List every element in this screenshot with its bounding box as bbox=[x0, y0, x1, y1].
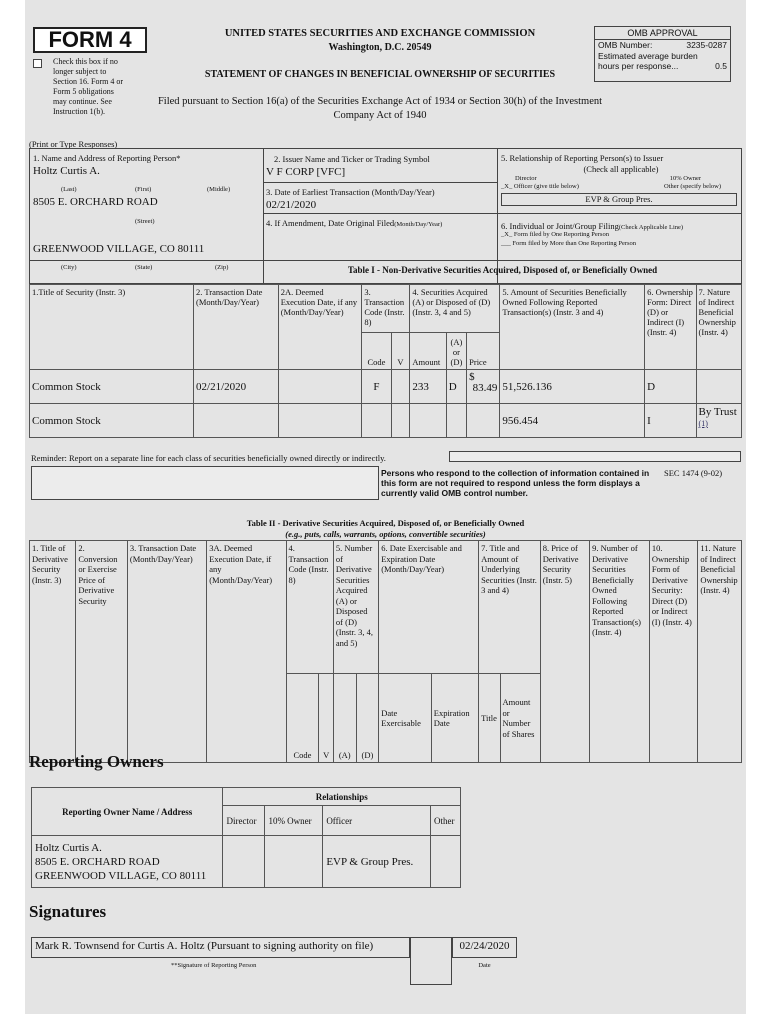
t2-h-underlying: 7. Title and Amount of Underlying Securities (Instr. 3 and 4) bbox=[479, 541, 541, 674]
t2-h-exp: Expiration Date bbox=[431, 674, 478, 763]
t1-h-code-sub: Code bbox=[362, 333, 391, 370]
reporting-person-label: 1. Name and Address of Reporting Person bbox=[33, 153, 177, 163]
relationship-director: Director bbox=[515, 175, 537, 182]
t2-h-date: 3. Transaction Date (Month/Day/Year) bbox=[127, 541, 206, 763]
t1-aord bbox=[446, 404, 466, 438]
table-row bbox=[30, 370, 742, 404]
t1-form: D bbox=[645, 370, 696, 404]
signatures-heading: Signatures bbox=[29, 902, 107, 921]
omb-number: 3235-0287 bbox=[686, 40, 727, 50]
signature-spacer-box bbox=[410, 937, 452, 985]
t2-h-v: V bbox=[319, 674, 333, 763]
t1-amount: 233 bbox=[410, 370, 446, 404]
omb-number-label: OMB Number: bbox=[598, 40, 653, 50]
commission-location: Washington, D.C. 20549 bbox=[328, 42, 432, 53]
officer-mark: _X_ bbox=[501, 183, 513, 190]
signature-date-box bbox=[452, 937, 517, 958]
t1-h-amount: Amount bbox=[410, 333, 446, 370]
t1-nature bbox=[696, 370, 741, 404]
officer-title-box bbox=[501, 193, 737, 206]
t2-h-security: 1. Title of Derivative Security (Instr. 3) bbox=[30, 541, 76, 763]
zip-label: (Zip) bbox=[215, 264, 229, 271]
t1-nature: By Trust bbox=[698, 406, 737, 418]
t2-h-title: Title bbox=[479, 674, 500, 763]
t1-h-price: Price bbox=[467, 333, 500, 370]
reporting-person-name: Holtz Curtis A. bbox=[33, 165, 100, 177]
state-label: (State) bbox=[135, 264, 153, 271]
t1-code bbox=[362, 404, 391, 438]
owner-name-line1: Holtz Curtis A. bbox=[35, 841, 102, 854]
filing-label: 6. Individual or Joint/Group Filing bbox=[501, 221, 619, 231]
t1-amount bbox=[410, 404, 446, 438]
relationship-ten-pct: 10% Owner bbox=[669, 175, 701, 182]
signature-date: 02/24/2020 bbox=[459, 940, 510, 952]
t1-h-form: 6. Ownership Form: Direct (D) or Indirect (I) (Instr. 4) bbox=[645, 285, 696, 370]
t2-h-amount-shares: Amount or Number of Shares bbox=[500, 674, 540, 763]
t1-h-owned: 5. Amount of Securities Beneficially Owned Following Reported Transaction(s) (Instr. 3 and 4) bbox=[500, 285, 645, 370]
middle-label: (Middle) bbox=[207, 186, 231, 193]
amendment-label: 4. If Amendment, Date Original Filed bbox=[266, 218, 395, 228]
t2-h-conversion: 2. Conversion or Exercise Price of Derivative Security bbox=[76, 541, 128, 763]
t1-v bbox=[391, 370, 410, 404]
t1-h-deemed: 2A. Deemed Execution Date, if any (Month/Day/Year) bbox=[278, 285, 362, 370]
omb-hours-label: hours per response... bbox=[598, 61, 679, 71]
t1-code: F bbox=[362, 370, 391, 404]
signer-label: Signature of Reporting Person bbox=[177, 962, 257, 969]
omb-title: OMB APPROVAL bbox=[595, 27, 730, 40]
t1-date: 02/21/2020 bbox=[194, 370, 279, 404]
t1-security: Common Stock bbox=[30, 370, 194, 404]
relationship-officer: Officer (give title below) bbox=[513, 183, 579, 190]
officer-title: EVP & Group Pres. bbox=[585, 194, 653, 204]
signature-date-label: Date bbox=[478, 962, 491, 969]
reminder-text: Reminder: Report on a separate line for each class of securities beneficially owned directly or indirectly. bbox=[31, 453, 386, 463]
signer-name: Mark R. Townsend for Curtis A. Holtz (Pursuant to signing authority on file) bbox=[35, 940, 374, 952]
table-row bbox=[30, 404, 742, 438]
signer-marker: ** bbox=[171, 962, 178, 969]
owner-name-line3: GREENWOOD VILLAGE, CO 80111 bbox=[35, 869, 207, 882]
t1-deemed bbox=[278, 404, 362, 438]
earliest-transaction-label: 3. Date of Earliest Transaction (Month/Day/Year) bbox=[266, 187, 435, 197]
form-page bbox=[25, 0, 746, 1014]
reporting-owners-heading: Reporting Owners bbox=[29, 752, 164, 771]
issuer-label: 2. Issuer Name and Ticker or Trading Symbol bbox=[274, 154, 430, 164]
table1 bbox=[29, 284, 742, 438]
owner-name-line2: 8505 E. ORCHARD ROAD bbox=[35, 855, 160, 868]
omb-burden: Estimated average burden bbox=[598, 50, 698, 61]
city-label: (City) bbox=[61, 264, 77, 271]
form-title-box bbox=[33, 27, 147, 53]
table2 bbox=[29, 540, 742, 763]
t1-security: Common Stock bbox=[30, 404, 194, 438]
reminder-box-left bbox=[31, 466, 379, 500]
t1-aord: D bbox=[446, 370, 466, 404]
t2-h-code-sub: Code bbox=[286, 674, 319, 763]
owner-col-other: Other bbox=[430, 806, 460, 836]
print-type: (Print or Type Responses) bbox=[29, 139, 118, 149]
t1-owned: 51,526.136 bbox=[500, 370, 645, 404]
signature-box bbox=[31, 937, 410, 958]
reporting-person-city: GREENWOOD VILLAGE, CO 80111 bbox=[33, 243, 205, 255]
form-title: FORM 4 bbox=[48, 27, 132, 52]
t1-h-nature: 7. Nature of Indirect Beneficial Ownership (Instr. 4) bbox=[696, 285, 741, 370]
owner-officer-value: EVP & Group Pres. bbox=[323, 836, 431, 888]
issuer-value: V F CORP [VFC] bbox=[266, 166, 346, 178]
no-longer-subject-checkbox[interactable] bbox=[33, 59, 42, 68]
table2-subtitle: (e.g., puts, calls, warrants, options, convertible securities) bbox=[285, 529, 486, 539]
owner-col-name: Reporting Owner Name / Address bbox=[32, 788, 223, 836]
filing-line1: _X_ Form filed by One Reporting Person bbox=[501, 231, 609, 238]
t2-h-nature: 11. Nature of Indirect Beneficial Ownership (Instr. 4) bbox=[698, 541, 742, 763]
t1-h-code: 3. Transaction Code (Instr. 8) bbox=[362, 285, 410, 333]
reporting-owners-table bbox=[31, 787, 461, 888]
t1-h-security: 1.Title of Security (Instr. 3) bbox=[30, 285, 194, 370]
filed-pursuant: Filed pursuant to Section 16(a) of the Securities Exchange Act of 1934 or Section 30(h) of the Investment Company Act of 1940 bbox=[157, 96, 603, 121]
filing-sub: (Check Applicable Line) bbox=[618, 224, 684, 231]
relationship-label: 5. Relationship of Reporting Person(s) to Issuer bbox=[501, 153, 664, 163]
t1-h-date: 2. Transaction Date (Month/Day/Year) bbox=[194, 285, 279, 370]
owner-name-cell bbox=[32, 836, 223, 888]
t2-h-a: (A) bbox=[333, 674, 356, 763]
check-box-text: Check this box if no longer subject to Section 16. Form 4 or Form 5 obligations may continue. See Instruction 1(b). bbox=[53, 57, 123, 116]
t1-h-v: V bbox=[391, 333, 410, 370]
owner-col-relationships: Relationships bbox=[223, 788, 461, 806]
sec-code: SEC 1474 (9-02) bbox=[664, 468, 723, 478]
owner-col-ten-pct: 10% Owner bbox=[265, 806, 323, 836]
t1-v bbox=[391, 404, 410, 438]
owner-col-director: Director bbox=[223, 806, 265, 836]
relationship-sub: (Check all applicable) bbox=[583, 164, 659, 174]
t2-h-number-owned: 9. Number of Derivative Securities Beneficially Owned Following Reported Transaction(s) (Instr. 4) bbox=[590, 541, 650, 763]
omb-approval-box bbox=[594, 26, 731, 82]
reporting-person-asterisk: * bbox=[176, 153, 181, 163]
t2-h-d: (D) bbox=[356, 674, 379, 763]
commission-name: UNITED STATES SECURITIES AND EXCHANGE COMMISSION bbox=[224, 28, 536, 39]
persons-respond: Persons who respond to the collection of information contained in this form are not required to respond unless the form displays a currently valid OMB control number. bbox=[381, 468, 650, 498]
earliest-transaction-value: 02/21/2020 bbox=[266, 199, 317, 211]
t1-price-cell bbox=[467, 370, 500, 404]
t1-owned: 956.454 bbox=[500, 404, 645, 438]
table-row bbox=[32, 836, 461, 888]
owner-col-officer: Officer bbox=[323, 806, 431, 836]
table1-title: Table I - Non-Derivative Securities Acquired, Disposed of, or Beneficially Owned bbox=[347, 265, 658, 275]
filing-line2: ___ Form filed by More than One Reporting Person bbox=[501, 240, 637, 247]
t1-form: I bbox=[645, 404, 696, 438]
t2-h-price: 8. Price of Derivative Security (Instr. 5) bbox=[540, 541, 589, 763]
t1-deemed bbox=[278, 370, 362, 404]
amendment-sub: (Month/Day/Year) bbox=[394, 221, 443, 228]
t1-h-acquired: 4. Securities Acquired (A) or Disposed of (D) (Instr. 3, 4 and 5) bbox=[410, 285, 500, 333]
t1-price bbox=[467, 404, 500, 438]
t2-h-number: 5. Number of Derivative Securities Acquired (A) or Disposed of (D) (Instr. 3, 4, and 5) bbox=[333, 541, 378, 674]
omb-hours: 0.5 bbox=[715, 61, 727, 71]
t1-date bbox=[194, 404, 279, 438]
last-label: (Last) bbox=[61, 186, 77, 193]
relationship-other: Other (specify below) bbox=[663, 183, 721, 190]
street-label: (Street) bbox=[135, 218, 155, 225]
t2-h-exercisable: 6. Date Exercisable and Expiration Date (Month/Day/Year) bbox=[379, 541, 479, 674]
t1-price-symbol: $ bbox=[469, 371, 475, 383]
t1-price: 83.49 bbox=[472, 382, 498, 394]
statement-title: STATEMENT OF CHANGES IN BENEFICIAL OWNERSHIP OF SECURITIES bbox=[204, 69, 556, 80]
t1-h-aord: (A) or (D) bbox=[446, 333, 466, 370]
first-label: (First) bbox=[135, 186, 152, 193]
t2-h-form: 10. Ownership Form of Derivative Security: Direct (D) or Indirect (I) (Instr. 4) bbox=[649, 541, 697, 763]
table2-title: Table II - Derivative Securities Acquired, Disposed of, or Beneficially Owned bbox=[246, 518, 525, 528]
t2-h-code: 4. Transaction Code (Instr. 8) bbox=[286, 541, 333, 674]
reminder-box-right bbox=[449, 451, 741, 462]
t2-h-date-ex: Date Exercisable bbox=[379, 674, 432, 763]
t2-h-deemed: 3A. Deemed Execution Date, if any (Month/Day/Year) bbox=[207, 541, 286, 763]
t1-footnote-link[interactable]: (1) bbox=[698, 419, 708, 428]
reporting-person-street: 8505 E. ORCHARD ROAD bbox=[33, 196, 158, 208]
t1-nature-cell bbox=[696, 404, 741, 438]
